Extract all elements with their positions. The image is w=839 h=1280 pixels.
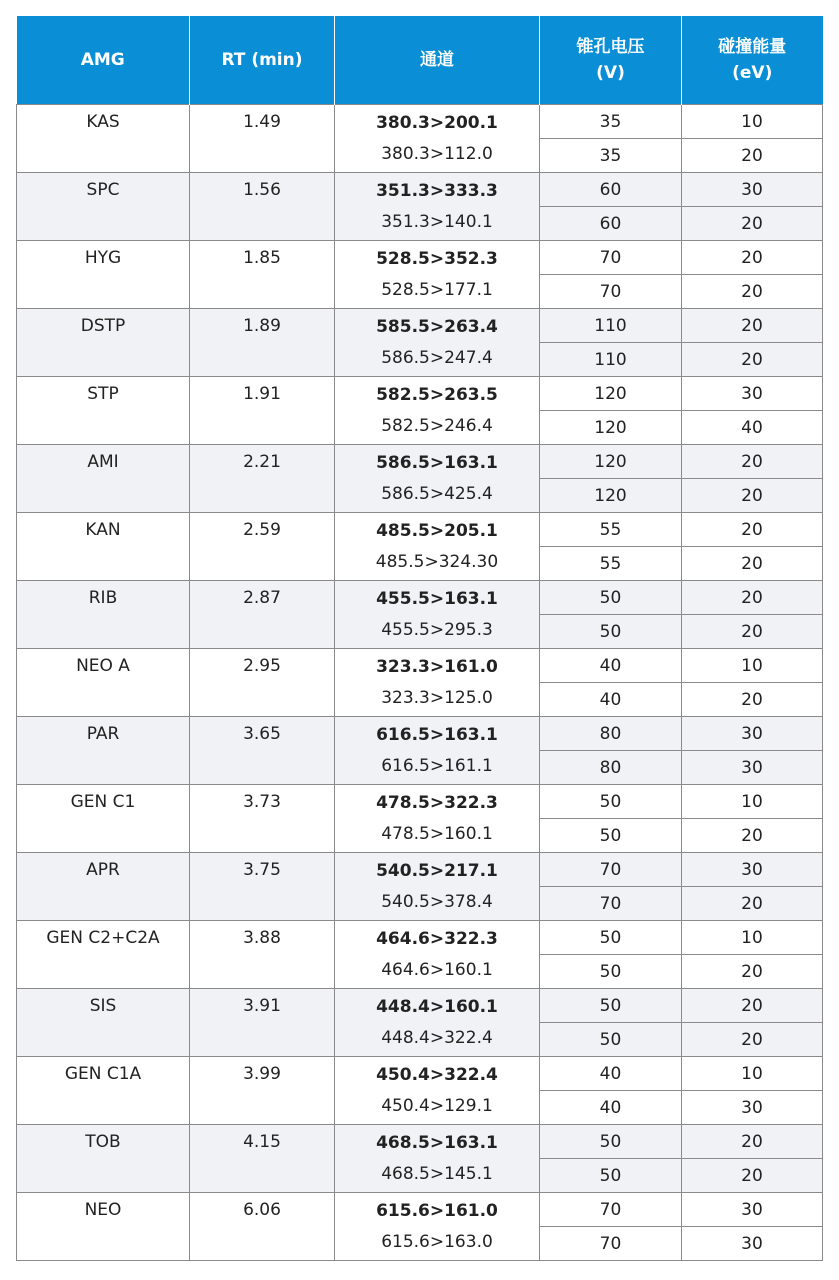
cell-collision-energy: 20 bbox=[682, 207, 823, 241]
cell-amg: GEN C2+C2A bbox=[17, 921, 190, 989]
cell-cone-voltage: 120 bbox=[540, 377, 682, 411]
cell-rt: 2.87 bbox=[190, 581, 335, 649]
transition-quantifier: 528.5>352.3 bbox=[376, 248, 498, 269]
table-row bbox=[17, 649, 823, 683]
cell-transitions bbox=[335, 1125, 540, 1193]
cell-cone-voltage: 70 bbox=[540, 853, 682, 887]
cell-collision-energy: 10 bbox=[682, 105, 823, 139]
transition-quantifier: 616.5>163.1 bbox=[376, 724, 498, 745]
cell-collision-energy: 30 bbox=[682, 377, 823, 411]
cell-collision-energy: 20 bbox=[682, 887, 823, 921]
cell-transitions bbox=[335, 921, 540, 989]
cell-cone-voltage: 50 bbox=[540, 1023, 682, 1057]
cell-collision-energy: 20 bbox=[682, 241, 823, 275]
cell-collision-energy: 20 bbox=[682, 819, 823, 853]
cell-rt: 1.91 bbox=[190, 377, 335, 445]
cell-amg: APR bbox=[17, 853, 190, 921]
cell-transitions bbox=[335, 241, 540, 309]
cell-cone-voltage: 70 bbox=[540, 1193, 682, 1227]
transition-qualifier: 540.5>378.4 bbox=[381, 891, 493, 912]
cell-cone-voltage: 70 bbox=[540, 275, 682, 309]
cell-amg: DSTP bbox=[17, 309, 190, 377]
cell-collision-energy: 20 bbox=[682, 1159, 823, 1193]
cell-amg: AMI bbox=[17, 445, 190, 513]
cell-cone-voltage: 70 bbox=[540, 887, 682, 921]
cell-amg: SPC bbox=[17, 173, 190, 241]
header-amg: AMG bbox=[17, 16, 190, 105]
cell-cone-voltage: 50 bbox=[540, 819, 682, 853]
cell-cone-voltage: 60 bbox=[540, 173, 682, 207]
table-row bbox=[17, 853, 823, 887]
transition-qualifier: 485.5>324.30 bbox=[375, 551, 499, 572]
transition-qualifier: 615.6>163.0 bbox=[381, 1231, 493, 1252]
table-header bbox=[17, 16, 823, 105]
transition-quantifier: 323.3>161.0 bbox=[376, 656, 498, 677]
transition-qualifier: 478.5>160.1 bbox=[381, 823, 493, 844]
cell-cone-voltage: 70 bbox=[540, 241, 682, 275]
cell-rt: 1.49 bbox=[190, 105, 335, 173]
cell-collision-energy: 30 bbox=[682, 1193, 823, 1227]
cell-collision-energy: 20 bbox=[682, 1125, 823, 1159]
table-row bbox=[17, 105, 823, 139]
mrm-parameter-table-container bbox=[16, 16, 822, 1261]
cell-collision-energy: 20 bbox=[682, 955, 823, 989]
cell-amg: STP bbox=[17, 377, 190, 445]
transition-qualifier: 448.4>322.4 bbox=[381, 1027, 493, 1048]
table-row bbox=[17, 377, 823, 411]
transition-qualifier: 455.5>295.3 bbox=[381, 619, 493, 640]
cell-collision-energy: 30 bbox=[682, 853, 823, 887]
header-cone-voltage bbox=[540, 16, 682, 105]
transition-qualifier: 450.4>129.1 bbox=[381, 1095, 493, 1116]
table-body bbox=[17, 105, 823, 1261]
cell-cone-voltage: 50 bbox=[540, 989, 682, 1023]
cell-cone-voltage: 120 bbox=[540, 479, 682, 513]
cell-cone-voltage: 40 bbox=[540, 1057, 682, 1091]
table-row bbox=[17, 785, 823, 819]
cell-rt: 2.59 bbox=[190, 513, 335, 581]
transition-quantifier: 448.4>160.1 bbox=[376, 996, 498, 1017]
cell-cone-voltage: 120 bbox=[540, 411, 682, 445]
cell-transitions bbox=[335, 1193, 540, 1261]
cell-collision-energy: 20 bbox=[682, 445, 823, 479]
cell-transitions bbox=[335, 853, 540, 921]
transition-quantifier: 468.5>163.1 bbox=[376, 1132, 498, 1153]
cell-cone-voltage: 55 bbox=[540, 547, 682, 581]
cell-cone-voltage: 120 bbox=[540, 445, 682, 479]
cell-collision-energy: 10 bbox=[682, 785, 823, 819]
table-row bbox=[17, 241, 823, 275]
header-cone-voltage-unit: (V) bbox=[596, 63, 625, 83]
cell-transitions bbox=[335, 717, 540, 785]
cell-collision-energy: 40 bbox=[682, 411, 823, 445]
cell-cone-voltage: 60 bbox=[540, 207, 682, 241]
table-row bbox=[17, 581, 823, 615]
cell-cone-voltage: 35 bbox=[540, 139, 682, 173]
transition-quantifier: 478.5>322.3 bbox=[376, 792, 498, 813]
transition-quantifier: 585.5>263.4 bbox=[376, 316, 498, 337]
cell-collision-energy: 30 bbox=[682, 1227, 823, 1261]
cell-amg: GEN C1A bbox=[17, 1057, 190, 1125]
table-row bbox=[17, 989, 823, 1023]
transition-qualifier: 468.5>145.1 bbox=[381, 1163, 493, 1184]
transition-qualifier: 528.5>177.1 bbox=[381, 279, 493, 300]
transition-qualifier: 464.6>160.1 bbox=[381, 959, 493, 980]
cell-rt: 3.99 bbox=[190, 1057, 335, 1125]
cell-transitions bbox=[335, 173, 540, 241]
cell-rt: 3.75 bbox=[190, 853, 335, 921]
header-cone-voltage-label: 锥孔电压 bbox=[576, 37, 645, 57]
cell-cone-voltage: 35 bbox=[540, 105, 682, 139]
cell-rt: 2.21 bbox=[190, 445, 335, 513]
cell-rt: 3.91 bbox=[190, 989, 335, 1057]
cell-collision-energy: 20 bbox=[682, 615, 823, 649]
table-row bbox=[17, 1057, 823, 1091]
cell-collision-energy: 20 bbox=[682, 683, 823, 717]
cell-transitions bbox=[335, 649, 540, 717]
cell-transitions bbox=[335, 513, 540, 581]
transition-quantifier: 615.6>161.0 bbox=[376, 1200, 498, 1221]
table-row bbox=[17, 1125, 823, 1159]
table-row bbox=[17, 445, 823, 479]
cell-collision-energy: 20 bbox=[682, 139, 823, 173]
cell-cone-voltage: 50 bbox=[540, 1159, 682, 1193]
cell-collision-energy: 20 bbox=[682, 1023, 823, 1057]
cell-cone-voltage: 40 bbox=[540, 1091, 682, 1125]
cell-rt: 1.56 bbox=[190, 173, 335, 241]
cell-cone-voltage: 50 bbox=[540, 1125, 682, 1159]
cell-collision-energy: 30 bbox=[682, 173, 823, 207]
cell-cone-voltage: 50 bbox=[540, 921, 682, 955]
cell-cone-voltage: 50 bbox=[540, 785, 682, 819]
cell-rt: 3.88 bbox=[190, 921, 335, 989]
header-row bbox=[17, 16, 823, 105]
transition-qualifier: 582.5>246.4 bbox=[381, 415, 493, 436]
cell-collision-energy: 20 bbox=[682, 479, 823, 513]
cell-amg: NEO A bbox=[17, 649, 190, 717]
transition-qualifier: 616.5>161.1 bbox=[381, 755, 493, 776]
cell-collision-energy: 10 bbox=[682, 1057, 823, 1091]
transition-quantifier: 586.5>163.1 bbox=[376, 452, 498, 473]
cell-amg: NEO bbox=[17, 1193, 190, 1261]
cell-cone-voltage: 110 bbox=[540, 309, 682, 343]
cell-collision-energy: 30 bbox=[682, 1091, 823, 1125]
transition-qualifier: 380.3>112.0 bbox=[381, 143, 493, 164]
mrm-parameter-table bbox=[16, 16, 823, 1261]
cell-cone-voltage: 55 bbox=[540, 513, 682, 547]
cell-cone-voltage: 40 bbox=[540, 649, 682, 683]
cell-amg: RIB bbox=[17, 581, 190, 649]
header-collision-energy-label: 碰撞能量 bbox=[718, 37, 787, 57]
header-collision-energy bbox=[682, 16, 823, 105]
transition-qualifier: 586.5>247.4 bbox=[381, 347, 493, 368]
cell-rt: 2.95 bbox=[190, 649, 335, 717]
cell-amg: SIS bbox=[17, 989, 190, 1057]
cell-amg: TOB bbox=[17, 1125, 190, 1193]
transition-quantifier: 351.3>333.3 bbox=[376, 180, 498, 201]
cell-amg: HYG bbox=[17, 241, 190, 309]
cell-rt: 1.85 bbox=[190, 241, 335, 309]
transition-qualifier: 323.3>125.0 bbox=[381, 687, 493, 708]
cell-collision-energy: 30 bbox=[682, 751, 823, 785]
table-row bbox=[17, 309, 823, 343]
cell-rt: 1.89 bbox=[190, 309, 335, 377]
table-row bbox=[17, 921, 823, 955]
cell-collision-energy: 20 bbox=[682, 547, 823, 581]
cell-amg: KAN bbox=[17, 513, 190, 581]
cell-cone-voltage: 70 bbox=[540, 1227, 682, 1261]
cell-cone-voltage: 40 bbox=[540, 683, 682, 717]
cell-amg: PAR bbox=[17, 717, 190, 785]
cell-cone-voltage: 50 bbox=[540, 955, 682, 989]
cell-cone-voltage: 50 bbox=[540, 581, 682, 615]
cell-rt: 4.15 bbox=[190, 1125, 335, 1193]
cell-transitions bbox=[335, 309, 540, 377]
cell-amg: GEN C1 bbox=[17, 785, 190, 853]
transition-quantifier: 450.4>322.4 bbox=[376, 1064, 498, 1085]
header-transition: 通道 bbox=[335, 16, 540, 105]
cell-collision-energy: 20 bbox=[682, 309, 823, 343]
cell-cone-voltage: 50 bbox=[540, 615, 682, 649]
header-collision-energy-unit: (eV) bbox=[732, 63, 773, 83]
cell-transitions bbox=[335, 581, 540, 649]
transition-quantifier: 582.5>263.5 bbox=[376, 384, 498, 405]
cell-collision-energy: 20 bbox=[682, 343, 823, 377]
transition-qualifier: 351.3>140.1 bbox=[381, 211, 493, 232]
table-row bbox=[17, 1193, 823, 1227]
cell-amg: KAS bbox=[17, 105, 190, 173]
transition-qualifier: 586.5>425.4 bbox=[381, 483, 493, 504]
cell-cone-voltage: 80 bbox=[540, 717, 682, 751]
cell-transitions bbox=[335, 445, 540, 513]
transition-quantifier: 455.5>163.1 bbox=[376, 588, 498, 609]
cell-transitions bbox=[335, 105, 540, 173]
cell-rt: 6.06 bbox=[190, 1193, 335, 1261]
cell-collision-energy: 10 bbox=[682, 649, 823, 683]
cell-transitions bbox=[335, 989, 540, 1057]
cell-cone-voltage: 110 bbox=[540, 343, 682, 377]
cell-collision-energy: 20 bbox=[682, 989, 823, 1023]
cell-collision-energy: 10 bbox=[682, 921, 823, 955]
header-rt: RT (min) bbox=[190, 16, 335, 105]
cell-collision-energy: 20 bbox=[682, 513, 823, 547]
cell-transitions bbox=[335, 1057, 540, 1125]
table-row bbox=[17, 513, 823, 547]
cell-rt: 3.65 bbox=[190, 717, 335, 785]
transition-quantifier: 485.5>205.1 bbox=[376, 520, 498, 541]
cell-transitions bbox=[335, 785, 540, 853]
table-row bbox=[17, 717, 823, 751]
transition-quantifier: 540.5>217.1 bbox=[376, 860, 498, 881]
cell-collision-energy: 20 bbox=[682, 275, 823, 309]
cell-collision-energy: 30 bbox=[682, 717, 823, 751]
transition-quantifier: 464.6>322.3 bbox=[376, 928, 498, 949]
cell-rt: 3.73 bbox=[190, 785, 335, 853]
cell-transitions bbox=[335, 377, 540, 445]
cell-collision-energy: 20 bbox=[682, 581, 823, 615]
cell-cone-voltage: 80 bbox=[540, 751, 682, 785]
table-row bbox=[17, 173, 823, 207]
transition-quantifier: 380.3>200.1 bbox=[376, 112, 498, 133]
